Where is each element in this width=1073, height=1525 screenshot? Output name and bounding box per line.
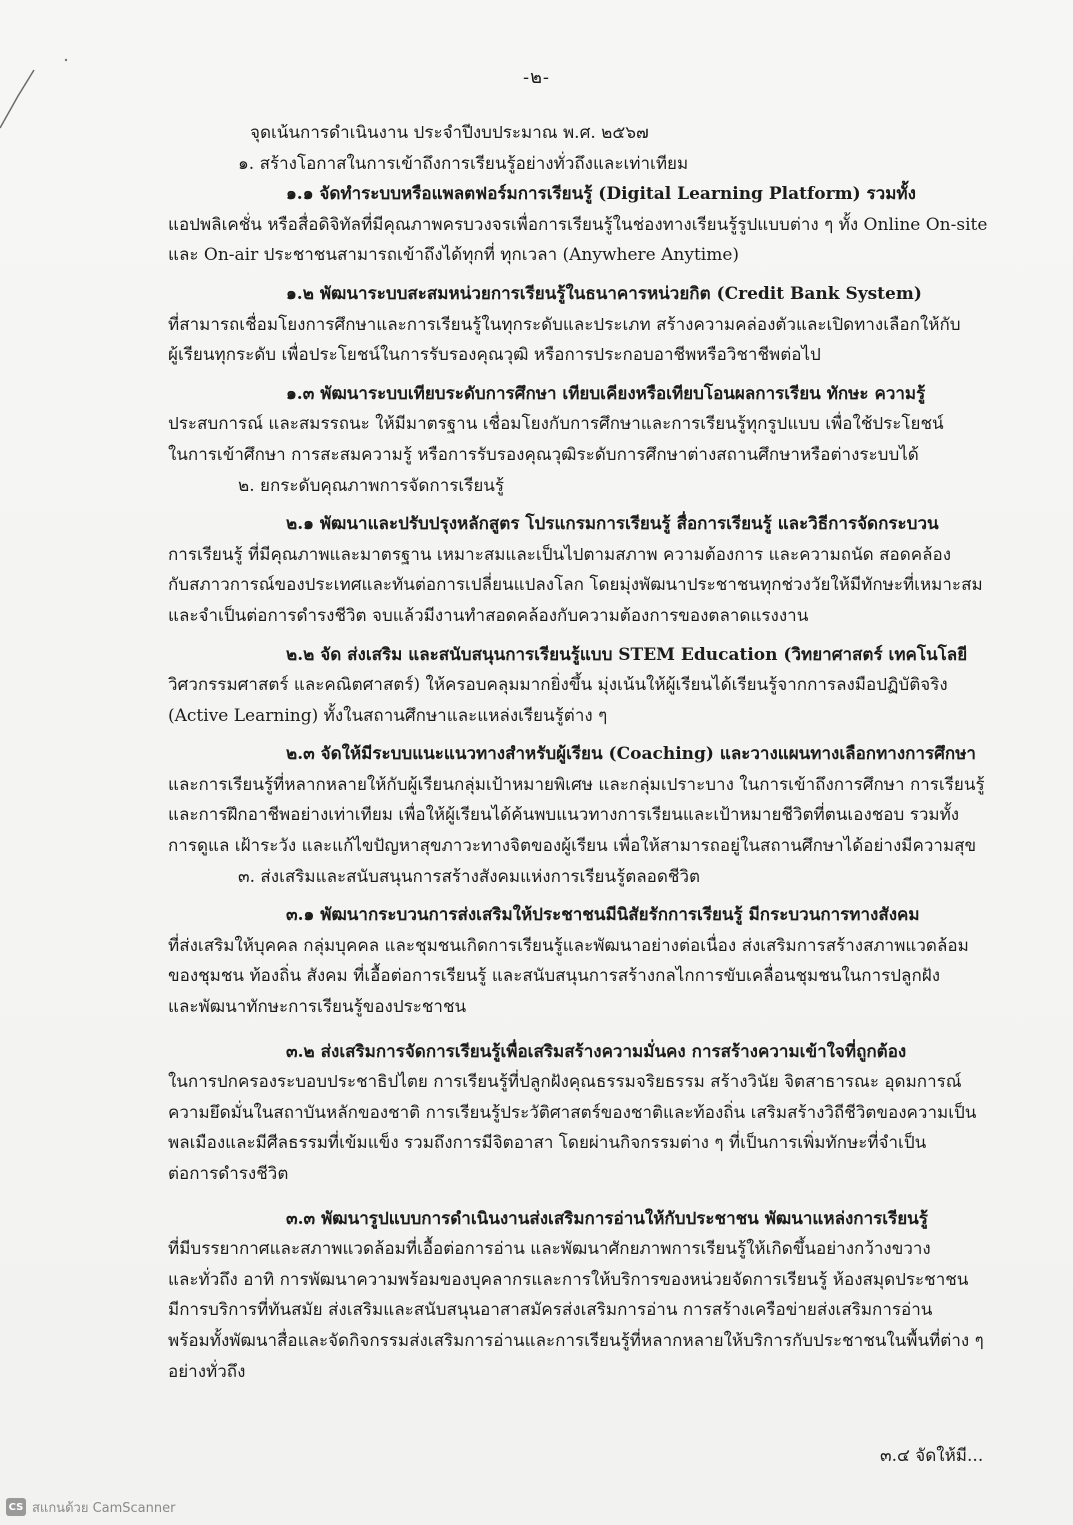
item-first-line: ๑.๒ พัฒนาระบบสะสมหน่วยการเรียนรู้ในธนาคารหน่วยกิต (Credit Bank System) [286,283,922,304]
item-first-line: ๑.๓ พัฒนาระบบเทียบระดับการศึกษา เทียบเคียงหรือเทียบโอนผลการเรียน ทักษะ ความรู้ [286,383,926,404]
section-title: ๑. สร้างโอกาสในการเข้าถึงการเรียนรู้อย่างทั่วถึงและเท่าเทียม [238,153,689,174]
item-first-line: ๓.๑ พัฒนากระบวนการส่งเสริมให้ประชาชนมีนิสัยรักการเรียนรู้ มีกระบวนการทางสังคม [286,905,920,926]
item-line: แอปพลิเคชั่น หรือสื่อดิจิทัลที่มีคุณภาพครบวงจรเพื่อการเรียนรู้ในช่องทางเรียนรู้รูปแบบต่าง ๆ ทั้ง Online On-site [168,214,988,235]
item-line: วิศวกรรมศาสตร์ และคณิตศาสตร์) ให้ครอบคลุมมากยิ่งขึ้น มุ่งเน้นให้ผู้เรียนได้เรียนรู้จากการลงมือปฏิบัติจริง [168,675,948,696]
item-line: พร้อมทั้งพัฒนาสื่อและจัดกิจกรรมส่งเสริมการอ่านและการเรียนรู้ที่หลากหลายให้บริการกับประชาชนในพื้นที่ต่าง ๆ [168,1330,984,1351]
item-first-line: ๒.๒ จัด ส่งเสริม และสนับสนุนการเรียนรู้แบบ STEM Education (วิทยาศาสตร์ เทคโนโลยี [286,644,968,665]
document-body [168,118,990,1387]
item-line: และพัฒนาทักษะการเรียนรู้ของประชาชน [168,997,467,1018]
item-line: กับสภาวการณ์ของประเทศและทันต่อการเปลี่ยนแปลงโลก โดยมุ่งพัฒนาประชาชนทุกช่วงวัยให้มีทักษะที่เหมาะสม [168,575,983,596]
section-title: ๒. ยกระดับคุณภาพการจัดการเรียนรู้ [238,475,505,496]
item-line: พลเมืองและมีศีลธรรมที่เข้มแข็ง รวมถึงการมีจิตอาสา โดยผ่านกิจกรรมต่าง ๆ ที่เป็นการเพิ่มทักษะที่จำเป็น [168,1133,927,1154]
section-title: ๓. ส่งเสริมและสนับสนุนการสร้างสังคมแห่งการเรียนรู้ตลอดชีวิต [238,866,701,887]
item-line: ความยึดมั่นในสถาบันหลักของชาติ การเรียนรู้ประวัติศาสตร์ของชาติและท้องถิ่น เสริมสร้างวิถีชีวิตของความเป็น [168,1102,977,1123]
camscanner-watermark [6,1497,175,1517]
item-line: การดูแล เฝ้าระวัง และแก้ไขปัญหาสุขภาวะทางจิตของผู้เรียน เพื่อให้สามารถอยู่ในสถานศึกษาได้อย่างมีความสุข [168,836,977,857]
item-line: ที่มีบรรยากาศและสภาพแวดล้อมที่เอื้อต่อการอ่าน และพัฒนาศักยภาพการเรียนรู้ให้เกิดขึ้นอย่างกว้างขวาง [168,1239,931,1260]
item-line: ผู้เรียนทุกระดับ เพื่อประโยชน์ในการรับรองคุณวุฒิ หรือการประกอบอาชีพหรือวิชาชีพต่อไป [168,345,821,366]
item-line: และการเรียนรู้ที่หลากหลายให้กับผู้เรียนกลุ่มเป้าหมายพิเศษ และกลุ่มเปราะบาง ในการเข้าถึงการศึกษา การเรียนรู้ [168,774,985,795]
item-first-line: ๓.๓ พัฒนารูปแบบการดำเนินงานส่งเสริมการอ่านให้กับประชาชน พัฒนาแหล่งการเรียนรู้ [286,1208,928,1229]
item-line: และ On-air ประชาชนสามารถเข้าถึงได้ทุกที่ ทุกเวลา (Anywhere Anytime) [168,245,740,266]
item-first-line: ๒.๓ จัดให้มีระบบแนะแนวทางสำหรับผู้เรียน (Coaching) และวางแผนทางเลือกทางการศึกษา [286,744,976,765]
item-line: ต่อการดำรงชีวิต [168,1164,289,1184]
item-line: และทั่วถึง อาทิ การพัฒนาความพร้อมของบุคลากรและการให้บริการของหน่วยจัดการเรียนรู้ ห้องสมุดประชาชน [168,1269,969,1290]
document-header: จุดเน้นการดำเนินงาน ประจำปีงบประมาณ พ.ศ. ๒๕๖๗ [250,123,649,143]
continuation-note: ๓.๔ จัดให้มี... [880,1446,984,1466]
item-line: การเรียนรู้ ที่มีคุณภาพและมาตรฐาน เหมาะสมและเป็นไปตามสภาพ ความต้องการ และความถนัด สอดคล้อง [168,544,952,565]
watermark-text: สแกนด้วย CamScanner [32,1500,176,1516]
item-first-line: ๓.๒ ส่งเสริมการจัดการเรียนรู้เพื่อเสริมสร้างความมั่นคง การสร้างความเข้าใจที่ถูกต้อง [286,1041,907,1062]
item-line: ในการเข้าศึกษา การสะสมความรู้ หรือการรับรองคุณวุฒิระดับการศึกษาต่างสถานศึกษาหรือต่างระบบได้ [168,444,919,465]
item-first-line: ๒.๑ พัฒนาและปรับปรุงหลักสูตร โปรแกรมการเรียนรู้ สื่อการเรียนรู้ และวิธีการจัดกระบวน [286,514,939,535]
item-line: อย่างทั่วถึง [168,1361,246,1382]
item-line: ที่สามารถเชื่อมโยงการศึกษาและการเรียนรู้ในทุกระดับและประเภท สร้างความคล่องตัวและเปิดทางเลือกให้กับ [168,314,961,335]
page-number: -๒- [522,67,551,88]
camscanner-logo-icon: CS [6,1498,26,1516]
item-line: ในการปกครองระบอบประชาธิปไตย การเรียนรู้ที่ปลูกฝังคุณธรรมจริยธรรม สร้างวินัย จิตสาธารณะ อุดมการณ์ [168,1072,962,1093]
item-line: ของชุมชน ท้องถิ่น สังคม ที่เอื้อต่อการเรียนรู้ และสนับสนุนการสร้างกลไกการขับเคลื่อนชุมชนในการปลูกฝัง [168,966,941,987]
item-line: ประสบการณ์ และสมรรถนะ ให้มีมาตรฐาน เชื่อมโยงกับการศึกษาและการเรียนรู้ทุกรูปแบบ เพื่อใช้ประโยชน์ [168,414,944,435]
item-line: และจำเป็นต่อการดำรงชีวิต จบแล้วมีงานทำสอดคล้องกับความต้องการของตลาดแรงงาน [168,605,809,626]
item-line: (Active Learning) ทั้งในสถานศึกษาและแหล่งเรียนรู้ต่าง ๆ [168,705,608,726]
item-first-line: ๑.๑ จัดทำระบบหรือแพลตฟอร์มการเรียนรู้ (Digital Learning Platform) รวมทั้ง [286,184,916,205]
item-line: และการฝึกอาชีพอย่างเท่าเทียม เพื่อให้ผู้เรียนได้ค้นพบแนวทางการเรียนและเป้าหมายชีวิตที่ตนเองชอบ รวมทั้ง [168,805,960,826]
item-line: มีการบริการที่ทันสมัย ส่งเสริมและสนับสนุนอาสาสมัครส่งเสริมการอ่าน การสร้างเครือข่ายส่งเสริมการอ่าน [168,1300,933,1321]
item-line: ที่ส่งเสริมให้บุคคล กลุ่มบุคคล และชุมชนเกิดการเรียนรู้และพัฒนาอย่างต่อเนื่อง ส่งเสริมการสร้างสภาพแวดล้อม [168,935,969,956]
